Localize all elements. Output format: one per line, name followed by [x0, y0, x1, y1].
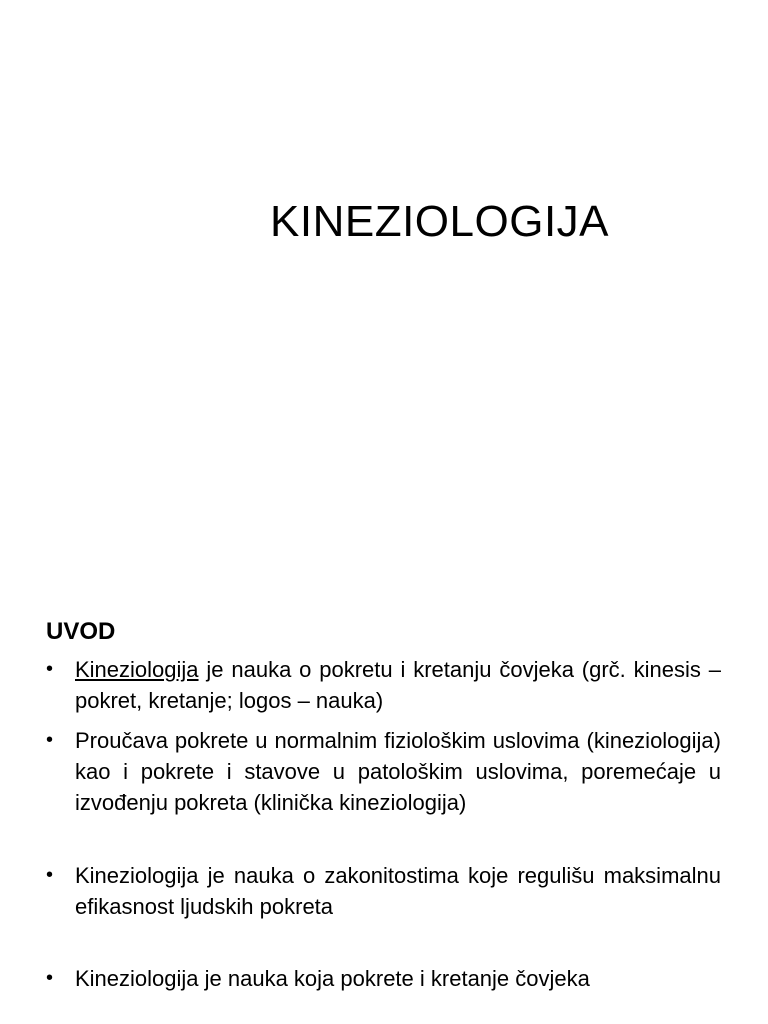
bullet-item	[46, 725, 721, 818]
bullet-item	[46, 654, 721, 716]
intro-section	[46, 614, 721, 994]
bullet-text: Proučava pokrete u normalnim fiziološkim uslovima (kineziologija) kao i pokrete i stavove u patološkim uslovima, poremećaje u izvođenju pokreta (klinička kineziologija)	[75, 728, 721, 815]
slide-title: KINEZIOLOGIJA	[270, 197, 610, 246]
bullet-text: je nauka o pokretu i kretanju čovjeka (grč. kinesis – pokret, kretanje; logos – nauka)	[75, 657, 721, 713]
defined-term: Kineziologija	[75, 657, 199, 682]
bullet-item	[46, 860, 721, 922]
section-heading: UVOD	[46, 618, 116, 645]
bullet-list	[46, 654, 721, 994]
bullet-item	[46, 963, 721, 994]
bullet-text: Kineziologija je nauka koja pokrete i kretanje čovjeka	[75, 966, 590, 991]
bullet-text: Kineziologija je nauka o zakonitostima koje regulišu maksimalnu efikasnost ljudskih pokreta	[75, 863, 721, 919]
